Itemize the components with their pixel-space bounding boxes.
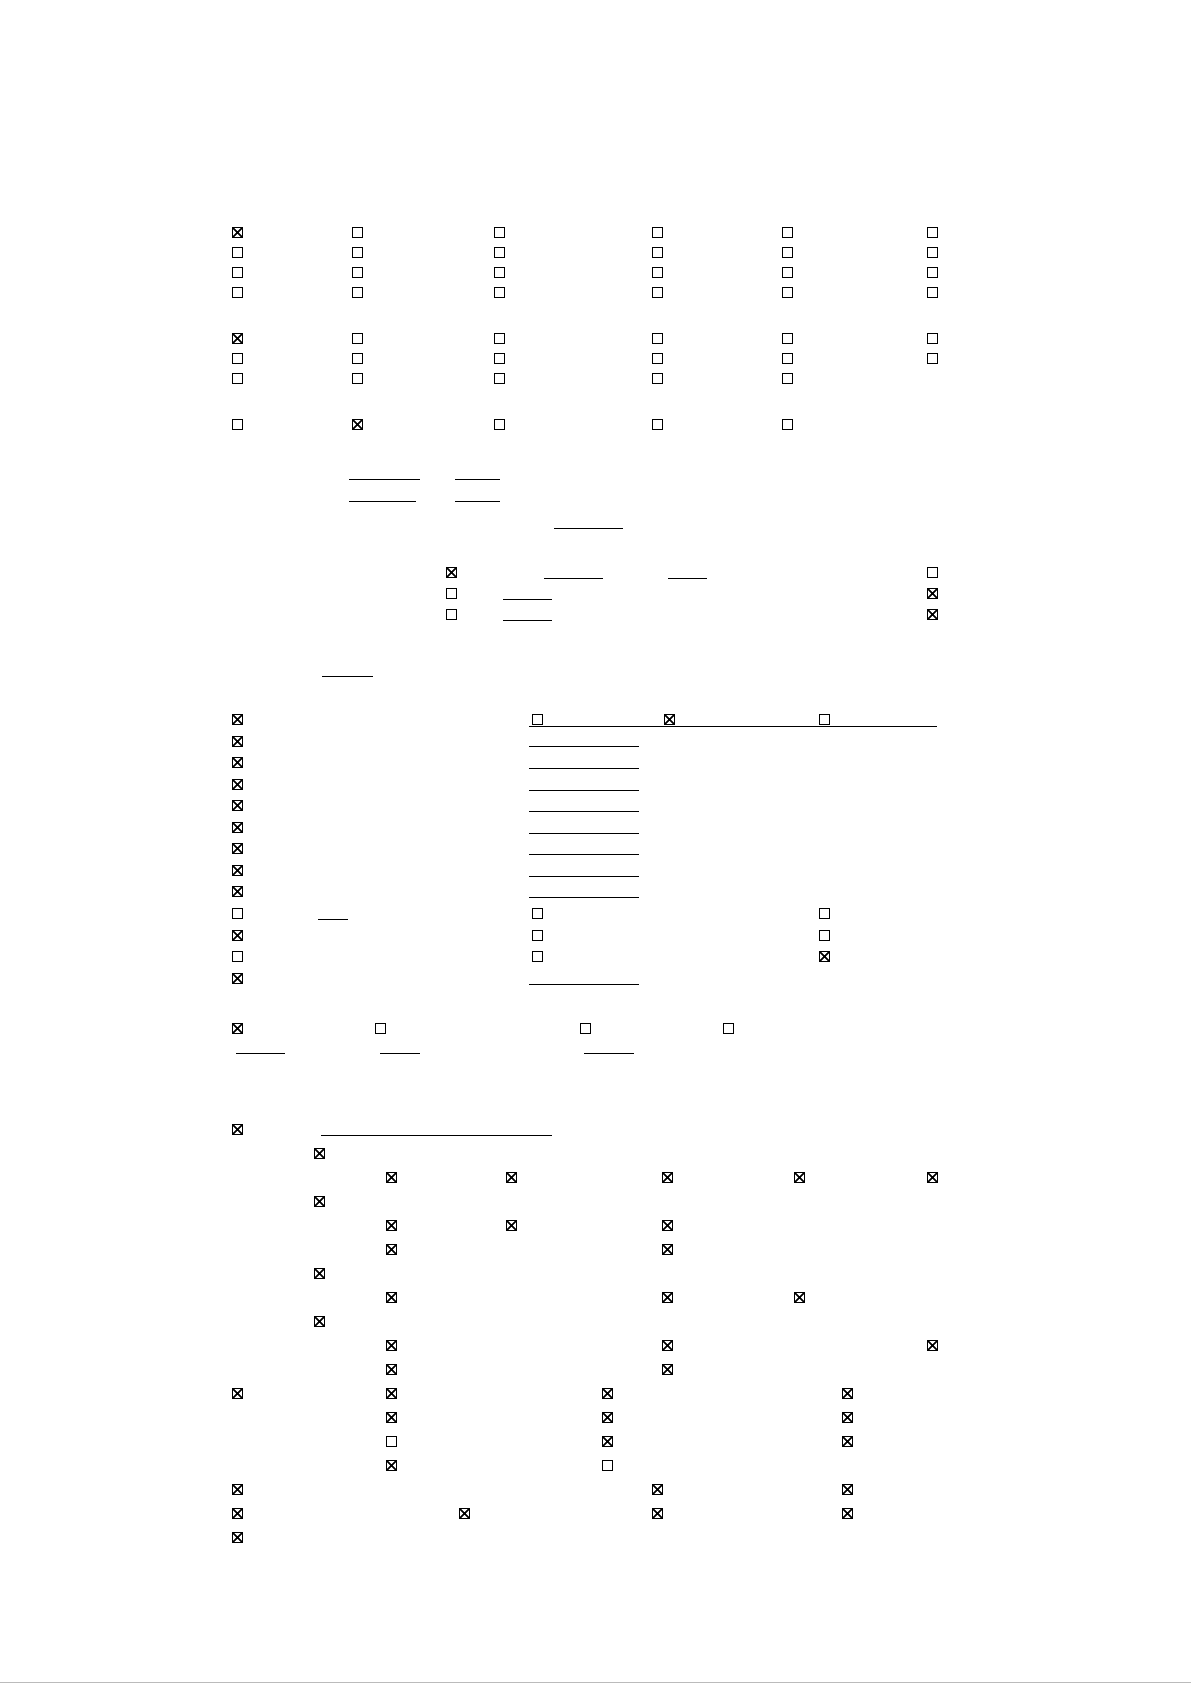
section-a-checkbox-r2-c2[interactable] — [352, 247, 363, 258]
section-b-checkbox-r3-c2[interactable] — [352, 373, 363, 384]
blank-line[interactable] — [544, 578, 603, 579]
blank-line[interactable] — [529, 984, 639, 985]
section-b-checkbox-r2-c6[interactable] — [927, 353, 938, 364]
section-h-checkbox-r1-c2[interactable] — [386, 1388, 397, 1399]
section-b-checkbox-r2-c5[interactable] — [782, 353, 793, 364]
section-e-option-row-2-a[interactable] — [532, 930, 543, 941]
section-a-checkbox-r4-c2[interactable] — [352, 287, 363, 298]
section-i-checkbox-r2-c2[interactable] — [459, 1508, 470, 1519]
section-e-option-2[interactable] — [664, 714, 675, 725]
blank-line[interactable] — [349, 501, 416, 502]
section-f-checkbox-2[interactable] — [375, 1023, 386, 1034]
section-g-group-3-header[interactable] — [314, 1268, 325, 1279]
section-h-checkbox-r2-c2[interactable] — [602, 1412, 613, 1423]
section-a-checkbox-r2-c3[interactable] — [494, 247, 505, 258]
blank-line[interactable] — [455, 501, 500, 502]
section-i-checkbox-r2-c3[interactable] — [652, 1508, 663, 1519]
section-b-checkbox-r1-c1[interactable] — [232, 333, 243, 344]
section-a-checkbox-r3-c4[interactable] — [652, 267, 663, 278]
section-d-checkbox-left-2[interactable] — [446, 588, 457, 599]
section-f-checkbox-1[interactable] — [232, 1023, 243, 1034]
section-i-checkbox-r1-c2[interactable] — [652, 1484, 663, 1495]
section-a-checkbox-r1-c5[interactable] — [782, 227, 793, 238]
blank-line[interactable] — [503, 599, 552, 600]
section-h-checkbox-r1-c4[interactable] — [842, 1388, 853, 1399]
section-b-checkbox-r3-c5[interactable] — [782, 373, 793, 384]
section-e-checkbox-6[interactable] — [232, 822, 243, 833]
section-a-checkbox-r4-c4[interactable] — [652, 287, 663, 298]
section-f-checkbox-3[interactable] — [580, 1023, 591, 1034]
section-a-checkbox-r4-c1[interactable] — [232, 287, 243, 298]
section-g-group-4-checkbox-2-1[interactable] — [386, 1364, 397, 1375]
page-bottom-edge — [0, 1682, 1191, 1683]
section-b-checkbox-r2-c3[interactable] — [494, 353, 505, 364]
section-c-checkbox-4[interactable] — [652, 419, 663, 430]
section-a-checkbox-r2-c5[interactable] — [782, 247, 793, 258]
section-d-checkbox-right-2[interactable] — [927, 588, 938, 599]
section-a-checkbox-r2-c6[interactable] — [927, 247, 938, 258]
section-g-group-2-checkbox-2-2[interactable] — [662, 1244, 673, 1255]
section-a-checkbox-r3-c6[interactable] — [927, 267, 938, 278]
section-i-checkbox-r2-c4[interactable] — [842, 1508, 853, 1519]
section-h-checkbox-r2-c1[interactable] — [386, 1412, 397, 1423]
section-e-option-row-2-b[interactable] — [819, 930, 830, 941]
section-e-checkbox-7[interactable] — [232, 843, 243, 854]
section-g-group-4-checkbox-2-2[interactable] — [662, 1364, 673, 1375]
section-g-group-1-checkbox-1-3[interactable] — [662, 1172, 673, 1183]
section-e-checkbox-2[interactable] — [232, 736, 243, 747]
section-g-group-3-checkbox-1-3[interactable] — [794, 1292, 805, 1303]
section-b-checkbox-r1-c2[interactable] — [352, 333, 363, 344]
section-g-group-1-checkbox-1-2[interactable] — [506, 1172, 517, 1183]
section-d-checkbox-left-1[interactable] — [446, 567, 457, 578]
section-c-checkbox-2[interactable] — [352, 419, 363, 430]
section-g-group-2-checkbox-1-2[interactable] — [506, 1220, 517, 1231]
section-i-checkbox-r3-c1[interactable] — [232, 1532, 243, 1543]
section-d-checkbox-right-1[interactable] — [927, 567, 938, 578]
section-a-checkbox-r4-c6[interactable] — [927, 287, 938, 298]
blank-line[interactable] — [321, 1135, 552, 1136]
section-h-checkbox-r3-c2[interactable] — [602, 1436, 613, 1447]
section-e-option-row-1-a[interactable] — [532, 908, 543, 919]
section-e-checkbox-3[interactable] — [232, 757, 243, 768]
section-h-checkbox-r3-c3[interactable] — [842, 1436, 853, 1447]
section-e-option-row-3-a[interactable] — [532, 951, 543, 962]
blank-line[interactable] — [668, 578, 707, 579]
section-a-checkbox-r1-c6[interactable] — [927, 227, 938, 238]
blank-line[interactable] — [529, 833, 639, 834]
blank-line[interactable] — [503, 620, 552, 621]
section-c-checkbox-1[interactable] — [232, 419, 243, 430]
section-e-option-row-1-b[interactable] — [819, 908, 830, 919]
section-a-checkbox-r3-c2[interactable] — [352, 267, 363, 278]
section-e-option-1[interactable] — [532, 714, 543, 725]
section-b-checkbox-r3-c1[interactable] — [232, 373, 243, 384]
section-a-checkbox-r3-c5[interactable] — [782, 267, 793, 278]
blank-line[interactable] — [554, 528, 623, 529]
section-g-group-2-checkbox-2-1[interactable] — [386, 1244, 397, 1255]
section-e-option-3[interactable] — [819, 714, 830, 725]
section-g-group-1-checkbox-1-1[interactable] — [386, 1172, 397, 1183]
section-a-checkbox-r1-c2[interactable] — [352, 227, 363, 238]
section-b-checkbox-r2-c4[interactable] — [652, 353, 663, 364]
blank-line[interactable] — [529, 811, 639, 812]
blank-line[interactable] — [318, 919, 348, 920]
section-h-checkbox-r4-c1[interactable] — [386, 1460, 397, 1471]
section-e-checkbox-9[interactable] — [232, 886, 243, 897]
section-a-checkbox-r3-c3[interactable] — [494, 267, 505, 278]
blank-line[interactable] — [322, 676, 373, 677]
section-c-checkbox-5[interactable] — [782, 419, 793, 430]
section-e-checkbox-11[interactable] — [232, 930, 243, 941]
section-a-checkbox-r1-c3[interactable] — [494, 227, 505, 238]
section-b-checkbox-r1-c3[interactable] — [494, 333, 505, 344]
section-e-checkbox-5[interactable] — [232, 800, 243, 811]
section-b-checkbox-r2-c2[interactable] — [352, 353, 363, 364]
section-d-checkbox-right-3[interactable] — [927, 609, 938, 620]
blank-line[interactable] — [529, 876, 639, 877]
section-i-checkbox-r1-c1[interactable] — [232, 1484, 243, 1495]
blank-line[interactable] — [380, 1053, 420, 1054]
section-b-checkbox-r2-c1[interactable] — [232, 353, 243, 364]
section-h-checkbox-r3-c1[interactable] — [386, 1436, 397, 1447]
section-c-checkbox-3[interactable] — [494, 419, 505, 430]
section-b-checkbox-r3-c3[interactable] — [494, 373, 505, 384]
section-i-checkbox-r1-c3[interactable] — [842, 1484, 853, 1495]
section-e-checkbox-10[interactable] — [232, 908, 243, 919]
section-g-group-4-checkbox-1-1[interactable] — [386, 1340, 397, 1351]
blank-line[interactable] — [529, 854, 639, 855]
blank-line[interactable] — [529, 897, 639, 898]
section-b-checkbox-r1-c5[interactable] — [782, 333, 793, 344]
blank-line[interactable] — [529, 768, 639, 769]
section-e-checkbox-8[interactable] — [232, 865, 243, 876]
section-a-checkbox-r2-c1[interactable] — [232, 247, 243, 258]
section-a-checkbox-r2-c4[interactable] — [652, 247, 663, 258]
section-b-checkbox-r1-c6[interactable] — [927, 333, 938, 344]
section-h-checkbox-r1-c3[interactable] — [602, 1388, 613, 1399]
section-h-checkbox-r2-c3[interactable] — [842, 1412, 853, 1423]
section-h-checkbox-r4-c2[interactable] — [602, 1460, 613, 1471]
section-e-checkbox-13[interactable] — [232, 973, 243, 984]
section-e-checkbox-4[interactable] — [232, 779, 243, 790]
section-b-checkbox-r3-c4[interactable] — [652, 373, 663, 384]
section-g-group-1-header[interactable] — [314, 1148, 325, 1159]
section-g-group-2-checkbox-1-1[interactable] — [386, 1220, 397, 1231]
blank-line[interactable] — [529, 726, 937, 727]
section-g-group-4-checkbox-1-3[interactable] — [927, 1340, 938, 1351]
blank-line[interactable] — [349, 479, 420, 480]
blank-line[interactable] — [529, 790, 639, 791]
section-g-group-2-header[interactable] — [314, 1196, 325, 1207]
section-g-group-1-checkbox-1-5[interactable] — [927, 1172, 938, 1183]
section-a-checkbox-r3-c1[interactable] — [232, 267, 243, 278]
section-g-group-4-checkbox-1-2[interactable] — [662, 1340, 673, 1351]
section-g-group-1-checkbox-1-4[interactable] — [794, 1172, 805, 1183]
blank-line[interactable] — [236, 1053, 285, 1054]
section-a-checkbox-r4-c5[interactable] — [782, 287, 793, 298]
section-b-checkbox-r1-c4[interactable] — [652, 333, 663, 344]
section-g-group-3-checkbox-1-1[interactable] — [386, 1292, 397, 1303]
section-f-checkbox-4[interactable] — [723, 1023, 734, 1034]
section-e-option-row-3-b[interactable] — [819, 951, 830, 962]
blank-line[interactable] — [455, 479, 500, 480]
blank-line[interactable] — [529, 746, 639, 747]
section-h-checkbox-r1-c1[interactable] — [232, 1388, 243, 1399]
section-a-checkbox-r1-c1[interactable] — [232, 227, 243, 238]
section-g-group-3-checkbox-1-2[interactable] — [662, 1292, 673, 1303]
section-g-group-4-header[interactable] — [314, 1316, 325, 1327]
section-e-checkbox-12[interactable] — [232, 951, 243, 962]
section-g-checkbox-main[interactable] — [232, 1124, 243, 1135]
section-d-checkbox-left-3[interactable] — [446, 609, 457, 620]
section-g-group-2-checkbox-1-3[interactable] — [662, 1220, 673, 1231]
section-i-checkbox-r2-c1[interactable] — [232, 1508, 243, 1519]
section-e-checkbox-1[interactable] — [232, 714, 243, 725]
blank-line[interactable] — [584, 1053, 634, 1054]
section-a-checkbox-r4-c3[interactable] — [494, 287, 505, 298]
section-a-checkbox-r1-c4[interactable] — [652, 227, 663, 238]
